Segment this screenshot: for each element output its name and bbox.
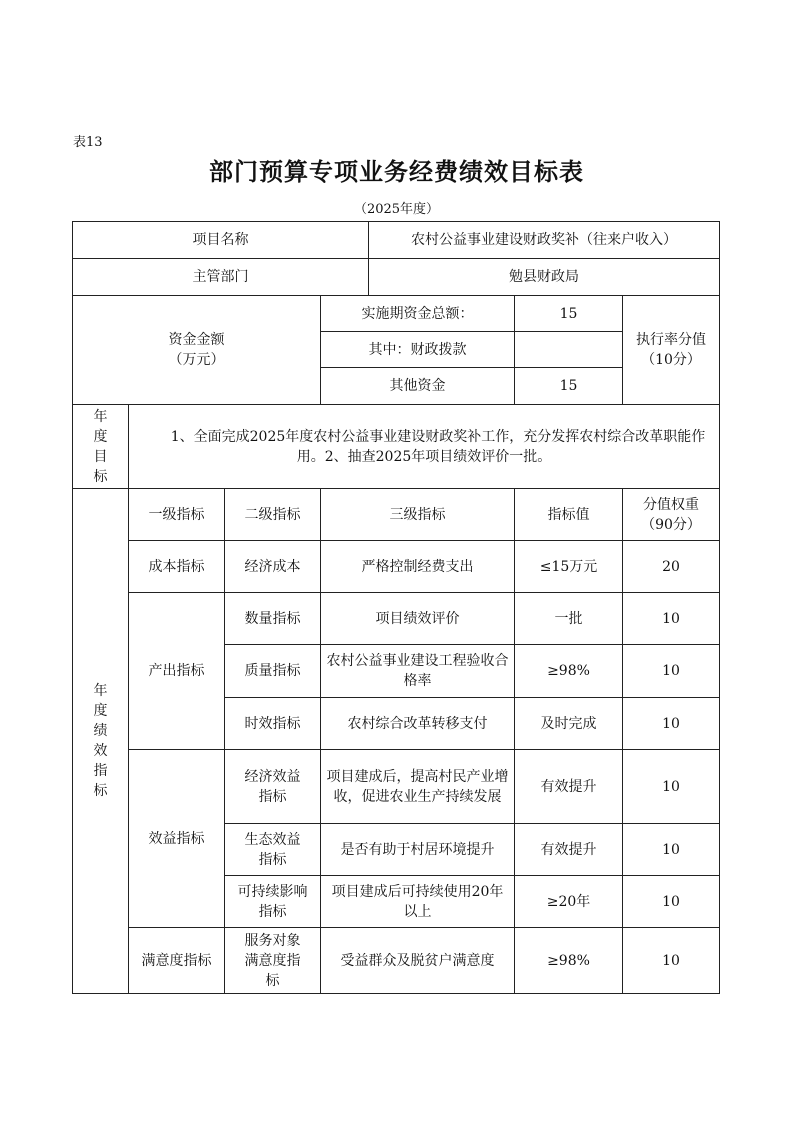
table-row <box>73 541 720 593</box>
execution-rate-label-line2: （10分） <box>641 352 701 368</box>
level2-text: 可持续影响指标 <box>237 883 308 920</box>
execution-rate-label-line1: 执行率分值 <box>636 332 707 348</box>
group-cost: 成本指标 <box>129 541 225 593</box>
level2-text: 服务对象满意度指标 <box>244 932 301 989</box>
score-cell: 10 <box>623 824 720 876</box>
annual-goal-label-text: 年度目标 <box>93 408 108 485</box>
funds-other-value: 15 <box>515 368 623 405</box>
score-cell: 10 <box>623 645 720 698</box>
level3-cell: 项目建成后可持续使用20年以上 <box>321 876 515 928</box>
value-cell: ≥98% <box>515 645 623 698</box>
value-cell: ≥20年 <box>515 876 623 928</box>
score-cell: 10 <box>623 698 720 750</box>
score-cell: 10 <box>623 750 720 824</box>
level3-cell: 项目建成后，提高村民产业增收，促进农业生产持续发展 <box>321 750 515 824</box>
value-cell: 有效提升 <box>515 824 623 876</box>
header-level1: 一级指标 <box>129 489 225 541</box>
execution-rate-score <box>623 296 720 405</box>
level2-cell <box>225 750 321 824</box>
score-cell: 10 <box>623 593 720 645</box>
score-cell: 10 <box>623 928 720 994</box>
group-output: 产出指标 <box>129 593 225 750</box>
level2-cell <box>225 876 321 928</box>
funds-total-value: 15 <box>515 296 623 332</box>
table-row <box>73 750 720 824</box>
level2-text: 经济效益指标 <box>244 768 301 805</box>
level3-cell: 严格控制经费支出 <box>321 541 515 593</box>
funds-total-row <box>73 296 720 332</box>
project-name-value: 农村公益事业建设财政奖补（往来户收入） <box>369 222 720 259</box>
level2-cell: 质量指标 <box>225 645 321 698</box>
level2-cell <box>225 928 321 994</box>
table-number-label: 表13 <box>73 135 103 150</box>
funds-amount-label-line2: （万元） <box>168 352 225 368</box>
department-value: 勉县财政局 <box>369 259 720 296</box>
group-satisfaction: 满意度指标 <box>129 928 225 994</box>
level3-cell: 项目绩效评价 <box>321 593 515 645</box>
fiscal-year-label: （2025年度） <box>353 202 440 217</box>
funds-amount-label <box>73 296 321 405</box>
score-cell: 20 <box>623 541 720 593</box>
header-level3: 三级指标 <box>321 489 515 541</box>
department-row <box>73 259 720 296</box>
value-cell: ≤15万元 <box>515 541 623 593</box>
value-cell: ≥98% <box>515 928 623 994</box>
score-cell: 10 <box>623 876 720 928</box>
project-name-label: 项目名称 <box>73 222 369 259</box>
header-level2: 二级指标 <box>225 489 321 541</box>
level2-cell: 经济成本 <box>225 541 321 593</box>
header-value: 指标值 <box>515 489 623 541</box>
table-row <box>73 928 720 994</box>
annual-goal-label <box>73 405 129 489</box>
value-cell: 及时完成 <box>515 698 623 750</box>
value-cell: 有效提升 <box>515 750 623 824</box>
level2-text: 生态效益指标 <box>244 831 301 868</box>
department-label: 主管部门 <box>73 259 369 296</box>
funds-total-label: 实施期资金总额： <box>321 296 515 332</box>
group-benefit: 效益指标 <box>129 750 225 928</box>
level3-cell: 农村综合改革转移支付 <box>321 698 515 750</box>
funds-fiscal-label: 其中：财政拨款 <box>321 332 515 368</box>
level2-cell: 数量指标 <box>225 593 321 645</box>
performance-target-table <box>72 221 720 994</box>
funds-other-label: 其他资金 <box>321 368 515 405</box>
level3-cell: 农村公益事业建设工程验收合格率 <box>321 645 515 698</box>
page-title: 部门预算专项业务经费绩效目标表 <box>209 157 584 186</box>
annual-goal-text: 1、全面完成2025年度农村公益事业建设财政奖补工作，充分发挥农村综合改革职能作用。2、抽查2025年项目绩效评价一批。 <box>129 405 720 489</box>
header-weight <box>623 489 720 541</box>
level2-cell: 时效指标 <box>225 698 321 750</box>
table-row <box>73 593 720 645</box>
header-weight-line2: （90分） <box>641 516 701 533</box>
header-weight-line1: 分值权重 <box>643 496 700 513</box>
annual-goal-row <box>73 405 720 489</box>
level3-cell: 是否有助于村居环境提升 <box>321 824 515 876</box>
value-cell: 一批 <box>515 593 623 645</box>
level3-cell: 受益群众及脱贫户满意度 <box>321 928 515 994</box>
annual-performance-indicators-text: 年度绩效指标 <box>93 683 108 799</box>
funds-fiscal-value <box>515 332 623 368</box>
project-name-row <box>73 222 720 259</box>
level2-cell <box>225 824 321 876</box>
indicator-header-row <box>73 489 720 541</box>
annual-performance-indicators-label <box>73 489 129 994</box>
funds-amount-label-line1: 资金金额 <box>168 332 225 348</box>
